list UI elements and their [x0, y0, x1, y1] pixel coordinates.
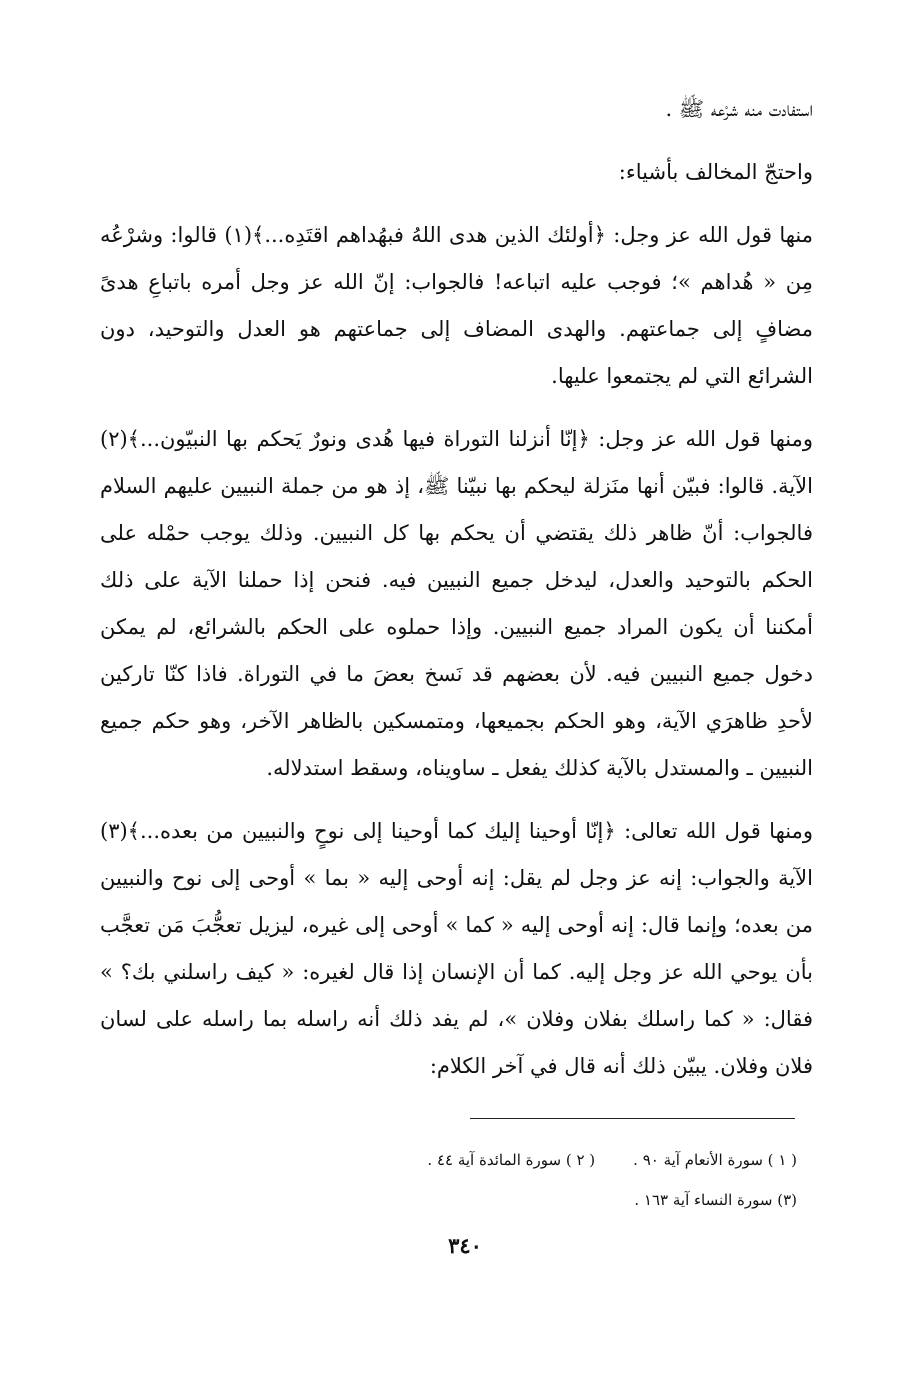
paragraph-first-argument: منها قول الله عز وجل: ﴿أولئك الذين هدى اللهُ فبهُداهم اقتَدِه...﴾(١) قالوا: وشرْعُه مِن « هُداهم »؛ فوجب عليه اتباعه! فالجواب: إنّ الله عز وجل أمره باتباعِ هدىً مضافٍ إلى جماعتهم. والهدى المضاف إلى جماعتهم هو العدل والتوحيد، دون الشرائع التي لم يجتمعوا عليها.	[100, 223, 813, 388]
paragraph-opponent-arguments: واحتجّ المخالف بأشياء:	[618, 160, 813, 184]
footnote-divider	[470, 1118, 795, 1119]
paragraph-intro: استفادت منه شرْعه ﷺ .	[665, 97, 813, 121]
page-number: ٣٤٠	[448, 1233, 482, 1258]
footnote-2: ( ٢ ) سورة المائدة آية ٤٤ .	[427, 1151, 596, 1169]
footnote-3: (٣) سورة النساء آية ١٦٣ .	[634, 1191, 797, 1209]
main-text	[100, 86, 813, 1090]
footnote-1: ( ١ ) سورة الأنعام آية ٩٠ .	[633, 1151, 797, 1169]
footnotes	[300, 1140, 797, 1220]
paragraph-third-argument: ومنها قول الله تعالى: ﴿إنّا أوحينا إليك كما أوحينا إلى نوحٍ والنبيين من بعده...﴾(٣) الآية والجواب: إنه عز وجل لم يقل: إنه أوحى إليه « بما » أوحى إلى نوح والنبيين من بعده؛ وإنما قال: إنه أوحى إليه « كما » أوحى إلى غيره، ليزيل تعجُّبَ مَن تعجَّب بأن يوحي الله عز وجل إليه. كما أن الإنسان إذا قال لغيره: « كيف راسلني بك؟ » فقال: « كما راسلك بفلان وفلان »، لم يفد ذلك أنه راسله بما راسله على لسان فلان وفلان. يبيّن ذلك أنه قال في آخر الكلام:	[100, 819, 813, 1078]
paragraph-second-argument: ومنها قول الله عز وجل: ﴿إنّا أنزلنا التوراة فيها هُدى ونورٌ يَحكم بها النبيّون...﴾(٢) الآية. قالوا: فبيّن أنها منَزلة ليحكم بها نبيّنا ﷺ، إذ هو من جملة النبيين عليهم السلام فالجواب: أنّ ظاهر ذلك يقتضي أن يحكم بها كل النبيين. وذلك يوجب حمْله على الحكم بالتوحيد والعدل، ليدخل جميع النبيين فيه. فنحن إذا حملنا الآية على ذلك أمكننا أن يكون المراد جميع النبيين. وإذا حملوه على الحكم بالشرائع، لم يمكن دخول جميع النبيين فيه. لأن بعضهم قد نَسخ بعضَ ما في التوراة. فاذا كنّا تاركين لأحدِ ظاهرَي الآية، وهو الحكم بجميعها، ومتمسكين بالظاهر الآخر، وهو حكم جميع النبيين ـ والمستدل بالآية كذلك يفعل ـ ساويناه، وسقط استدلاله.	[100, 427, 813, 780]
